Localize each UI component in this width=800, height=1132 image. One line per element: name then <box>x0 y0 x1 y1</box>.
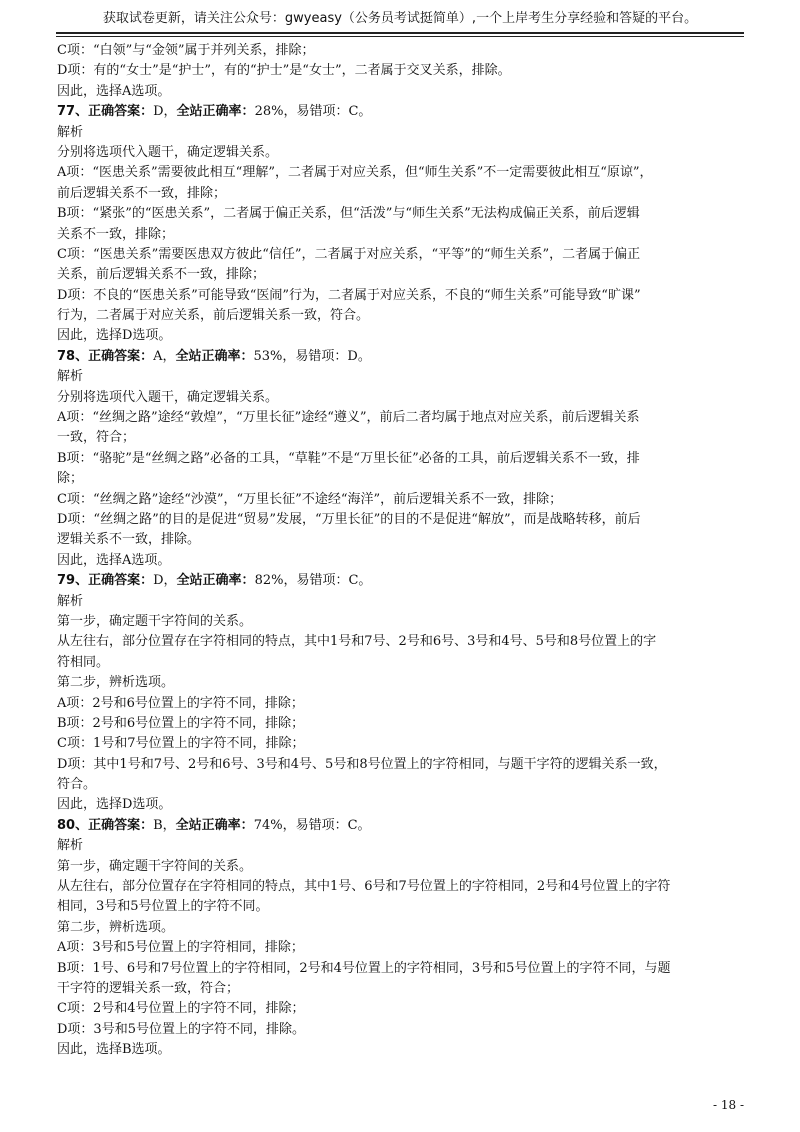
text-line: D项：“丝绸之路”的目的是促进“贸易”发展，“万里长征”的目的不是促进“解放”，而是战略转移，前后 <box>57 511 641 527</box>
text-line: 因此，选择D选项。 <box>57 328 172 344</box>
accuracy-label: 全站正确率： <box>176 573 255 589</box>
correct-answer-label: 正确答案： <box>88 104 154 120</box>
question-number: 77、 <box>57 104 89 120</box>
text-line: 因此，选择A选项。 <box>57 83 171 99</box>
text-line: 符相同。 <box>57 654 110 670</box>
text-line: 符合。 <box>57 777 97 793</box>
header-rule-thick <box>56 32 744 34</box>
page-number: - 18 - <box>712 1098 744 1112</box>
accuracy-label: 全站正确率： <box>175 817 254 833</box>
text-line: C项：“白领”与“金领”属于并列关系，排除； <box>57 43 315 58</box>
question-answer-line <box>57 816 747 836</box>
text-line: D项：其中1号和7号、2号和6号、3号和4号、5号和8号位置上的字符相同，与题干字符的逻辑关系一致， <box>57 756 667 772</box>
text-line: 关系，前后逻辑关系不一致，排除； <box>57 267 266 283</box>
question-answer-line <box>57 347 747 367</box>
text-line: 第一步，确定题干字符间的关系。 <box>57 613 253 629</box>
text-line: 因此，选择A选项。 <box>57 552 171 568</box>
text-line: 干字符的逻辑关系一致，符合； <box>57 980 240 996</box>
text-line: B项：“紧张”的“医患关系”，二者属于偏正关系，但“活泼”与“师生关系”无法构成偏正关系，前后逻辑 <box>57 206 640 222</box>
correct-answer-value: B， <box>153 817 176 833</box>
text-line: 一致，符合； <box>57 430 136 446</box>
correct-answer-value: D， <box>153 573 177 589</box>
text-line: C项：1号和7号位置上的字符不同，排除； <box>57 736 305 752</box>
text-line: 解析 <box>57 369 84 385</box>
correct-answer-label: 正确答案： <box>88 817 154 833</box>
text-line: A项：“丝绸之路”途经“敦煌”，“万里长征”途经“遵义”，前后二者均属于地点对应关系，前后逻辑关系 <box>57 410 640 426</box>
text-line: 解析 <box>57 838 84 854</box>
text-line: 从左往右，部分位置存在字符相同的特点，其中1号和7号、2号和6号、3号和4号、5号和8号位置上的字 <box>57 634 657 650</box>
accuracy-and-error-value: 53%，易错项：D。 <box>253 348 371 364</box>
text-line: D项：有的“女士”是“护士”，有的“护士”是“女士”，二者属于交叉关系，排除。 <box>57 63 511 79</box>
accuracy-and-error-value: 28%，易错项：C。 <box>254 104 372 120</box>
text-line: D项：不良的“医患关系”可能导致“医闹”行为，二者属于对应关系，不良的“师生关系”可能导致“旷课” <box>57 287 641 303</box>
text-line: 关系不一致，排除； <box>57 226 175 242</box>
header-rule-thin <box>56 36 744 37</box>
correct-answer-label: 正确答案： <box>88 573 154 589</box>
text-line: 分别将选项代入题干，确定逻辑关系。 <box>57 144 279 160</box>
text-line: B项：“骆驼”是“丝绸之路”必备的工具，“草鞋”不是“万里长征”必备的工具，前后逻辑关系不一致，排 <box>57 450 640 466</box>
text-line: 前后逻辑关系不一致，排除； <box>57 185 227 201</box>
text-line: 逻辑关系不一致，排除。 <box>57 532 201 548</box>
text-line: 相同，3号和5号位置上的字符不同。 <box>57 899 269 915</box>
text-line: 第二步，辨析选项。 <box>57 675 175 691</box>
text-line: 因此，选择B选项。 <box>57 1042 171 1058</box>
question-answer-line <box>57 571 747 591</box>
text-line: 第二步，辨析选项。 <box>57 919 175 935</box>
text-line: 因此，选择D选项。 <box>57 797 172 813</box>
header-notice: 获取试卷更新，请关注公众号：gwyeasy（公务员考试挺简单）,一个上岸考生分享经验和答疑的平台。 <box>102 11 698 26</box>
text-line: A项：2号和6号位置上的字符不同，排除； <box>57 695 304 711</box>
correct-answer-value: A， <box>153 348 176 364</box>
text-line: C项：2号和4号位置上的字符不同，排除； <box>57 1001 305 1017</box>
text-line: 解析 <box>57 124 84 140</box>
correct-answer-value: D， <box>153 104 177 120</box>
text-line: C项：“丝绸之路”途经“沙漠”，“万里长征”不途经“海洋”，前后逻辑关系不一致，排除； <box>57 491 563 507</box>
text-line: 解析 <box>57 593 84 609</box>
accuracy-label: 全站正确率： <box>176 104 255 120</box>
text-line: 分别将选项代入题干，确定逻辑关系。 <box>57 389 279 405</box>
text-line: C项：“医患关系”需要医患双方彼此“信任”，二者属于对应关系，“平等”的“师生关系”，二者属于偏正 <box>57 246 641 262</box>
text-line: 第一步，确定题干字符间的关系。 <box>57 858 253 874</box>
correct-answer-label: 正确答案： <box>88 348 154 364</box>
question-answer-line <box>57 102 747 122</box>
accuracy-and-error-value: 82%，易错项：C。 <box>254 573 372 589</box>
text-line: B项：2号和6号位置上的字符不同，排除； <box>57 715 305 731</box>
text-line: 行为，二者属于对应关系，前后逻辑关系一致，符合。 <box>57 308 370 324</box>
text-line: D项：3号和5号位置上的字符不同，排除。 <box>57 1021 305 1037</box>
text-line: B项：1号、6号和7号位置上的字符相同，2号和4号位置上的字符相同，3号和5号位置上的字符不同，与题 <box>57 960 671 976</box>
question-number: 80、 <box>57 817 89 833</box>
question-number: 79、 <box>57 573 89 589</box>
text-line: 除； <box>57 471 84 487</box>
accuracy-label: 全站正确率： <box>175 348 254 364</box>
question-number: 78、 <box>57 348 89 364</box>
answer-explanations <box>57 41 747 1061</box>
accuracy-and-error-value: 74%，易错项：C。 <box>253 817 371 833</box>
text-line: 从左往右，部分位置存在字符相同的特点，其中1号、6号和7号位置上的字符相同，2号和4号位置上的字符 <box>57 879 671 895</box>
text-line: A项：“医患关系”需要彼此相互“理解”，二者属于对应关系，但“师生关系”不一定需要彼此相互“原谅”， <box>57 165 653 181</box>
text-line: A项：3号和5号位置上的字符相同，排除； <box>57 940 304 956</box>
